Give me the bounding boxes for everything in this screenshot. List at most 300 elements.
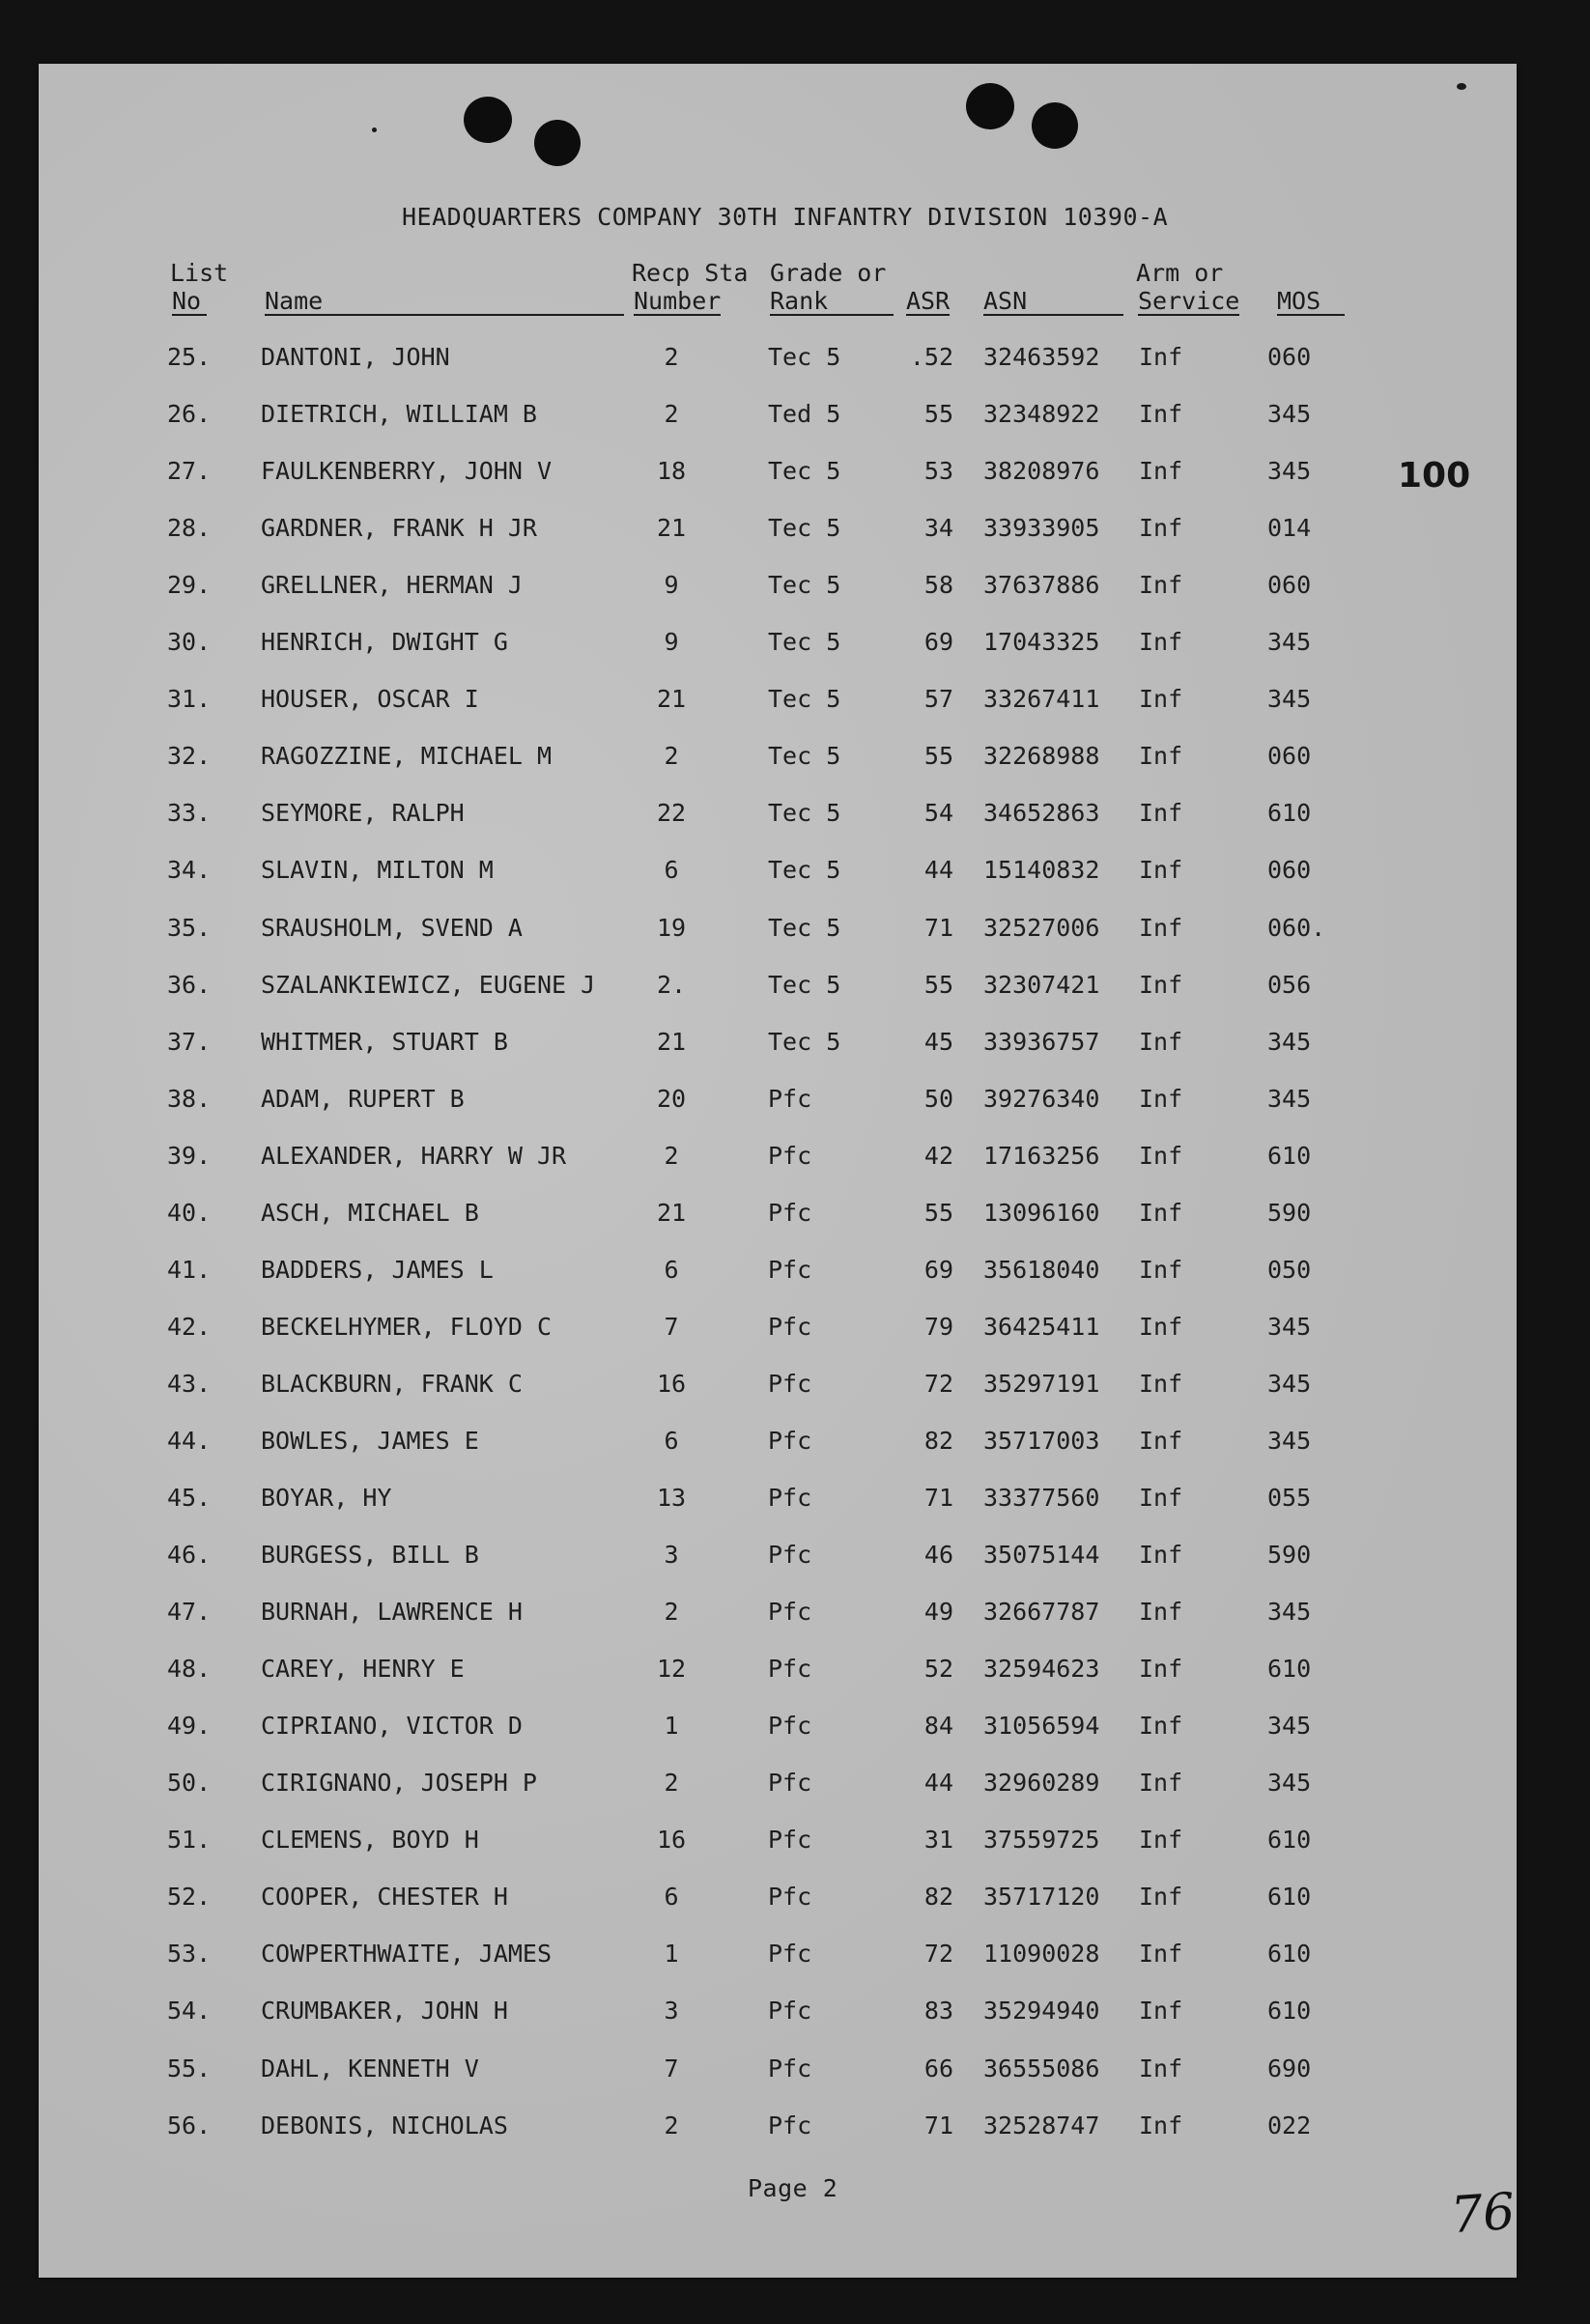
list-number: 40. — [167, 1199, 212, 1227]
asn-number: 32528747 — [983, 2111, 1100, 2140]
mos-code: 055 — [1267, 1484, 1312, 1512]
asr-score: 53 — [923, 457, 953, 485]
soldier-name: ADAM, RUPERT B — [261, 1085, 465, 1113]
asn-number: 32667787 — [983, 1598, 1100, 1626]
asn-number: 34652863 — [983, 799, 1100, 827]
punch-hole — [534, 120, 581, 166]
header-recp-bottom: Number — [634, 287, 722, 315]
asn-number: 32348922 — [983, 400, 1100, 428]
asn-number: 35294940 — [983, 1997, 1100, 2025]
asn-number: 32527006 — [983, 914, 1100, 942]
header-list-no-top: List — [170, 259, 229, 287]
list-number: 41. — [167, 1256, 212, 1284]
arm-service: Inf — [1139, 1826, 1183, 1854]
recp-sta-number: 7 — [664, 2055, 679, 2083]
list-number: 25. — [167, 343, 212, 371]
soldier-name: COOPER, CHESTER H — [261, 1883, 508, 1911]
recp-sta-number: 6 — [664, 1256, 679, 1284]
mos-code: 060. — [1267, 914, 1326, 942]
soldier-name: CIPRIANO, VICTOR D — [261, 1712, 523, 1740]
table-row — [0, 916, 1590, 954]
list-number: 47. — [167, 1598, 212, 1626]
recp-sta-number: 2 — [664, 1142, 679, 1170]
soldier-name: GARDNER, FRANK H JR — [261, 514, 537, 542]
list-number: 54. — [167, 1997, 212, 2025]
list-number: 30. — [167, 628, 212, 656]
soldier-name: DANTONI, JOHN — [261, 343, 450, 371]
grade-rank: Tec 5 — [768, 971, 841, 999]
table-row — [0, 1771, 1590, 1809]
arm-service: Inf — [1139, 742, 1183, 770]
list-number: 39. — [167, 1142, 212, 1170]
list-number: 45. — [167, 1484, 212, 1512]
mos-code: 610 — [1267, 1997, 1312, 2025]
list-number: 50. — [167, 1769, 212, 1797]
list-number: 27. — [167, 457, 212, 485]
mos-code: 345 — [1267, 1313, 1312, 1341]
arm-service: Inf — [1139, 1655, 1183, 1683]
mos-code: 590 — [1267, 1199, 1312, 1227]
soldier-name: BURGESS, BILL B — [261, 1541, 479, 1569]
header-asr: ASR — [906, 287, 951, 315]
soldier-name: COWPERTHWAITE, JAMES — [261, 1940, 553, 1968]
recp-sta-number: 19 — [656, 914, 687, 942]
asn-number: 36425411 — [983, 1313, 1100, 1341]
asr-score: 69 — [923, 628, 953, 656]
recp-sta-number: 18 — [656, 457, 687, 485]
soldier-name: CAREY, HENRY E — [261, 1655, 465, 1683]
asn-number: 33377560 — [983, 1484, 1100, 1512]
asr-score: 58 — [923, 571, 953, 599]
asr-score: 45 — [923, 1028, 953, 1056]
grade-rank: Pfc — [768, 1769, 812, 1797]
list-number: 28. — [167, 514, 212, 542]
asr-score: 31 — [923, 1826, 953, 1854]
grade-rank: Pfc — [768, 1199, 812, 1227]
arm-service: Inf — [1139, 1712, 1183, 1740]
asr-score: 82 — [923, 1427, 953, 1455]
table-row — [0, 1486, 1590, 1524]
arm-service: Inf — [1139, 1769, 1183, 1797]
table-row — [0, 573, 1590, 611]
grade-rank: Pfc — [768, 1712, 812, 1740]
mos-code: 345 — [1267, 1085, 1312, 1113]
asn-number: 32268988 — [983, 742, 1100, 770]
arm-service: Inf — [1139, 2111, 1183, 2140]
grade-rank: Tec 5 — [768, 343, 841, 371]
asr-score: 55 — [923, 971, 953, 999]
arm-service: Inf — [1139, 1883, 1183, 1911]
arm-service: Inf — [1139, 1142, 1183, 1170]
recp-sta-number: 2 — [664, 1769, 679, 1797]
table-row — [0, 1828, 1590, 1866]
mos-code: 610 — [1267, 1826, 1312, 1854]
grade-rank: Tec 5 — [768, 742, 841, 770]
table-row — [0, 345, 1590, 383]
header-recp-top: Recp Sta — [632, 259, 749, 287]
asr-score: 49 — [923, 1598, 953, 1626]
asn-number: 33267411 — [983, 685, 1100, 713]
list-number: 56. — [167, 2111, 212, 2140]
mos-code: 590 — [1267, 1541, 1312, 1569]
grade-rank: Pfc — [768, 1313, 812, 1341]
recp-sta-number: 2 — [664, 742, 679, 770]
recp-sta-number: 21 — [656, 514, 687, 542]
recp-sta-number: 21 — [656, 685, 687, 713]
mos-code: 060 — [1267, 343, 1312, 371]
table-row — [0, 516, 1590, 554]
header-arm-bottom: Service — [1138, 287, 1240, 315]
arm-service: Inf — [1139, 1085, 1183, 1113]
arm-service: Inf — [1139, 2055, 1183, 2083]
asn-number: 37559725 — [983, 1826, 1100, 1854]
arm-service: Inf — [1139, 343, 1183, 371]
asn-number: 35717003 — [983, 1427, 1100, 1455]
punch-hole — [1032, 102, 1078, 149]
recp-sta-number: 21 — [656, 1028, 687, 1056]
recp-sta-number: 2 — [664, 1598, 679, 1626]
arm-service: Inf — [1139, 856, 1183, 884]
mos-code: 345 — [1267, 685, 1312, 713]
arm-service: Inf — [1139, 628, 1183, 656]
mos-code: 345 — [1267, 457, 1312, 485]
asr-score: 79 — [923, 1313, 953, 1341]
asr-score: 44 — [923, 1769, 953, 1797]
header-asn: ASN — [983, 289, 1123, 316]
arm-service: Inf — [1139, 914, 1183, 942]
table-row — [0, 1998, 1590, 2037]
punch-hole — [464, 97, 512, 143]
table-row — [0, 1543, 1590, 1581]
soldier-name: CRUMBAKER, JOHN H — [261, 1997, 508, 2025]
list-number: 44. — [167, 1427, 212, 1455]
recp-sta-number: 22 — [656, 799, 687, 827]
soldier-name: CIRIGNANO, JOSEPH P — [261, 1769, 537, 1797]
recp-sta-number: 20 — [656, 1085, 687, 1113]
grade-rank: Pfc — [768, 1598, 812, 1626]
soldier-name: DIETRICH, WILLIAM B — [261, 400, 537, 428]
list-number: 32. — [167, 742, 212, 770]
grade-rank: Pfc — [768, 1655, 812, 1683]
list-number: 55. — [167, 2055, 212, 2083]
header-name: Name — [265, 289, 624, 316]
table-row — [0, 1714, 1590, 1752]
recp-sta-number: 16 — [656, 1826, 687, 1854]
list-number: 52. — [167, 1883, 212, 1911]
table-row — [0, 1372, 1590, 1410]
grade-rank: Pfc — [768, 1541, 812, 1569]
asn-number: 13096160 — [983, 1199, 1100, 1227]
mos-code: 690 — [1267, 2055, 1312, 2083]
table-row — [0, 459, 1590, 497]
grade-rank: Tec 5 — [768, 856, 841, 884]
arm-service: Inf — [1139, 1940, 1183, 1968]
recp-sta-number: 6 — [664, 1883, 679, 1911]
grade-rank: Pfc — [768, 1256, 812, 1284]
asr-score: 50 — [923, 1085, 953, 1113]
table-row — [0, 858, 1590, 896]
arm-service: Inf — [1139, 1313, 1183, 1341]
grade-rank: Pfc — [768, 2111, 812, 2140]
asr-score: 34 — [923, 514, 953, 542]
asn-number: 31056594 — [983, 1712, 1100, 1740]
mos-code: 610 — [1267, 1883, 1312, 1911]
list-number: 35. — [167, 914, 212, 942]
soldier-name: RAGOZZINE, MICHAEL M — [261, 742, 553, 770]
soldier-name: GRELLNER, HERMAN J — [261, 571, 523, 599]
mos-code: 610 — [1267, 1940, 1312, 1968]
table-row — [0, 1087, 1590, 1125]
asn-number: 37637886 — [983, 571, 1100, 599]
table-row — [0, 402, 1590, 440]
recp-sta-number: 1 — [664, 1940, 679, 1968]
soldier-name: ALEXANDER, HARRY W JR — [261, 1142, 567, 1170]
soldier-name: BECKELHYMER, FLOYD C — [261, 1313, 553, 1341]
grade-rank: Tec 5 — [768, 1028, 841, 1056]
recp-sta-number: 1 — [664, 1712, 679, 1740]
soldier-name: CLEMENS, BOYD H — [261, 1826, 479, 1854]
asn-number: 35075144 — [983, 1541, 1100, 1569]
recp-sta-number: 2 — [664, 400, 679, 428]
mos-code: 345 — [1267, 400, 1312, 428]
header-grade-top: Grade or — [770, 259, 887, 287]
asn-number: 17043325 — [983, 628, 1100, 656]
list-number: 33. — [167, 799, 212, 827]
list-number: 42. — [167, 1313, 212, 1341]
arm-service: Inf — [1139, 971, 1183, 999]
asr-score: 69 — [923, 1256, 953, 1284]
grade-rank: Tec 5 — [768, 799, 841, 827]
soldier-name: SZALANKIEWICZ, EUGENE J — [261, 971, 596, 999]
mos-code: 345 — [1267, 1370, 1312, 1398]
arm-service: Inf — [1139, 1256, 1183, 1284]
mos-code: 345 — [1267, 1769, 1312, 1797]
arm-service: Inf — [1139, 1484, 1183, 1512]
asn-number: 32307421 — [983, 971, 1100, 999]
mos-code: 056 — [1267, 971, 1312, 999]
grade-rank: Pfc — [768, 1427, 812, 1455]
grade-rank: Tec 5 — [768, 628, 841, 656]
arm-service: Inf — [1139, 685, 1183, 713]
soldier-name: FAULKENBERRY, JOHN V — [261, 457, 553, 485]
list-number: 46. — [167, 1541, 212, 1569]
recp-sta-number: 9 — [664, 571, 679, 599]
grade-rank: Pfc — [768, 1826, 812, 1854]
soldier-name: ASCH, MICHAEL B — [261, 1199, 479, 1227]
ink-speck — [1457, 83, 1466, 90]
grade-rank: Pfc — [768, 1940, 812, 1968]
soldier-name: BLACKBURN, FRANK C — [261, 1370, 523, 1398]
grade-rank: Tec 5 — [768, 685, 841, 713]
soldier-name: WHITMER, STUART B — [261, 1028, 508, 1056]
soldier-name: BOYAR, HY — [261, 1484, 392, 1512]
handwritten-page-number: 76 — [1448, 2182, 1518, 2246]
grade-rank: Tec 5 — [768, 914, 841, 942]
soldier-name: SLAVIN, MILTON M — [261, 856, 494, 884]
grade-rank: Tec 5 — [768, 571, 841, 599]
arm-service: Inf — [1139, 571, 1183, 599]
soldier-name: HENRICH, DWIGHT G — [261, 628, 508, 656]
table-row — [0, 1885, 1590, 1923]
mos-code: 610 — [1267, 1655, 1312, 1683]
asn-number: 36555086 — [983, 2055, 1100, 2083]
asr-score: 71 — [923, 914, 953, 942]
asr-score: 83 — [923, 1997, 953, 2025]
asn-number: 33936757 — [983, 1028, 1100, 1056]
grade-rank: Pfc — [768, 1085, 812, 1113]
ink-speck — [372, 128, 377, 132]
header-grade-bottom: Rank — [770, 289, 894, 316]
recp-sta-number: 9 — [664, 628, 679, 656]
asr-score: 82 — [923, 1883, 953, 1911]
arm-service: Inf — [1139, 1028, 1183, 1056]
mos-code: 050 — [1267, 1256, 1312, 1284]
soldier-name: BOWLES, JAMES E — [261, 1427, 479, 1455]
asn-number: 35297191 — [983, 1370, 1100, 1398]
grade-rank: Tec 5 — [768, 514, 841, 542]
asn-number: 17163256 — [983, 1142, 1100, 1170]
asn-number: 35717120 — [983, 1883, 1100, 1911]
asr-score: 72 — [923, 1940, 953, 1968]
grade-rank: Pfc — [768, 1484, 812, 1512]
asr-score: 46 — [923, 1541, 953, 1569]
arm-service: Inf — [1139, 799, 1183, 827]
list-number: 31. — [167, 685, 212, 713]
arm-service: Inf — [1139, 1427, 1183, 1455]
punch-hole — [966, 83, 1014, 129]
recp-sta-number: 7 — [664, 1313, 679, 1341]
mos-code: 060 — [1267, 742, 1312, 770]
mos-code: 060 — [1267, 856, 1312, 884]
soldier-name: BURNAH, LAWRENCE H — [261, 1598, 523, 1626]
grade-rank: Tec 5 — [768, 457, 841, 485]
page-footer: Page 2 — [748, 2174, 838, 2202]
table-row — [0, 1315, 1590, 1353]
mos-code: 014 — [1267, 514, 1312, 542]
arm-service: Inf — [1139, 1997, 1183, 2025]
asr-score: 42 — [923, 1142, 953, 1170]
table-row — [0, 687, 1590, 725]
list-number: 51. — [167, 1826, 212, 1854]
list-number: 26. — [167, 400, 212, 428]
arm-service: Inf — [1139, 1370, 1183, 1398]
header-arm-top: Arm or — [1136, 259, 1224, 287]
header-mos: MOS — [1277, 289, 1345, 316]
stamp-number: 100 — [1398, 456, 1471, 496]
arm-service: Inf — [1139, 457, 1183, 485]
recp-sta-number: 3 — [664, 1541, 679, 1569]
arm-service: Inf — [1139, 1199, 1183, 1227]
grade-rank: Ted 5 — [768, 400, 841, 428]
asn-number: 38208976 — [983, 457, 1100, 485]
soldier-name: SEYMORE, RALPH — [261, 799, 465, 827]
asr-score: 44 — [923, 856, 953, 884]
recp-sta-number: 6 — [664, 856, 679, 884]
asn-number: 15140832 — [983, 856, 1100, 884]
asn-number: 33933905 — [983, 514, 1100, 542]
asn-number: 32960289 — [983, 1769, 1100, 1797]
asn-number: 35618040 — [983, 1256, 1100, 1284]
list-number: 53. — [167, 1940, 212, 1968]
asn-number: 39276340 — [983, 1085, 1100, 1113]
recp-sta-number: 21 — [656, 1199, 687, 1227]
table-row — [0, 1657, 1590, 1695]
asr-score: 57 — [923, 685, 953, 713]
mos-code: 345 — [1267, 1598, 1312, 1626]
table-row — [0, 1201, 1590, 1239]
mos-code: 345 — [1267, 628, 1312, 656]
mos-code: 345 — [1267, 1427, 1312, 1455]
recp-sta-number: 2 — [664, 343, 679, 371]
table-row — [0, 744, 1590, 782]
asr-score: 55 — [923, 1199, 953, 1227]
recp-sta-number: 12 — [656, 1655, 687, 1683]
document-title: HEADQUARTERS COMPANY 30TH INFANTRY DIVISION 10390-A — [402, 203, 1169, 231]
grade-rank: Pfc — [768, 1883, 812, 1911]
list-number: 37. — [167, 1028, 212, 1056]
recp-sta-number: 3 — [664, 1997, 679, 2025]
table-row — [0, 2056, 1590, 2095]
recp-sta-number: 2. — [656, 971, 687, 999]
table-row — [0, 1941, 1590, 1980]
arm-service: Inf — [1139, 514, 1183, 542]
asr-score: 71 — [923, 1484, 953, 1512]
list-number: 48. — [167, 1655, 212, 1683]
asr-score: 66 — [923, 2055, 953, 2083]
asr-score: 72 — [923, 1370, 953, 1398]
list-number: 38. — [167, 1085, 212, 1113]
recp-sta-number: 13 — [656, 1484, 687, 1512]
mos-code: 345 — [1267, 1712, 1312, 1740]
recp-sta-number: 2 — [664, 2111, 679, 2140]
list-number: 34. — [167, 856, 212, 884]
asr-score: 52 — [923, 1655, 953, 1683]
list-number: 49. — [167, 1712, 212, 1740]
table-row — [0, 1258, 1590, 1296]
soldier-name: DAHL, KENNETH V — [261, 2055, 479, 2083]
list-number: 36. — [167, 971, 212, 999]
table-row — [0, 1600, 1590, 1638]
list-number: 29. — [167, 571, 212, 599]
recp-sta-number: 16 — [656, 1370, 687, 1398]
table-row — [0, 1144, 1590, 1182]
asr-score: 84 — [923, 1712, 953, 1740]
asr-score: .52 — [909, 343, 953, 371]
table-row — [0, 630, 1590, 668]
asn-number: 32463592 — [983, 343, 1100, 371]
asn-number: 32594623 — [983, 1655, 1100, 1683]
recp-sta-number: 6 — [664, 1427, 679, 1455]
mos-code: 345 — [1267, 1028, 1312, 1056]
table-row — [0, 1429, 1590, 1467]
grade-rank: Pfc — [768, 1142, 812, 1170]
mos-code: 610 — [1267, 799, 1312, 827]
mos-code: 022 — [1267, 2111, 1312, 2140]
grade-rank: Pfc — [768, 1370, 812, 1398]
grade-rank: Pfc — [768, 1997, 812, 2025]
mos-code: 060 — [1267, 571, 1312, 599]
table-row — [0, 2113, 1590, 2152]
soldier-name: BADDERS, JAMES L — [261, 1256, 494, 1284]
asr-score: 54 — [923, 799, 953, 827]
asr-score: 71 — [923, 2111, 953, 2140]
asr-score: 55 — [923, 400, 953, 428]
list-number: 43. — [167, 1370, 212, 1398]
asr-score: 55 — [923, 742, 953, 770]
arm-service: Inf — [1139, 1541, 1183, 1569]
soldier-name: HOUSER, OSCAR I — [261, 685, 479, 713]
asn-number: 11090028 — [983, 1940, 1100, 1968]
